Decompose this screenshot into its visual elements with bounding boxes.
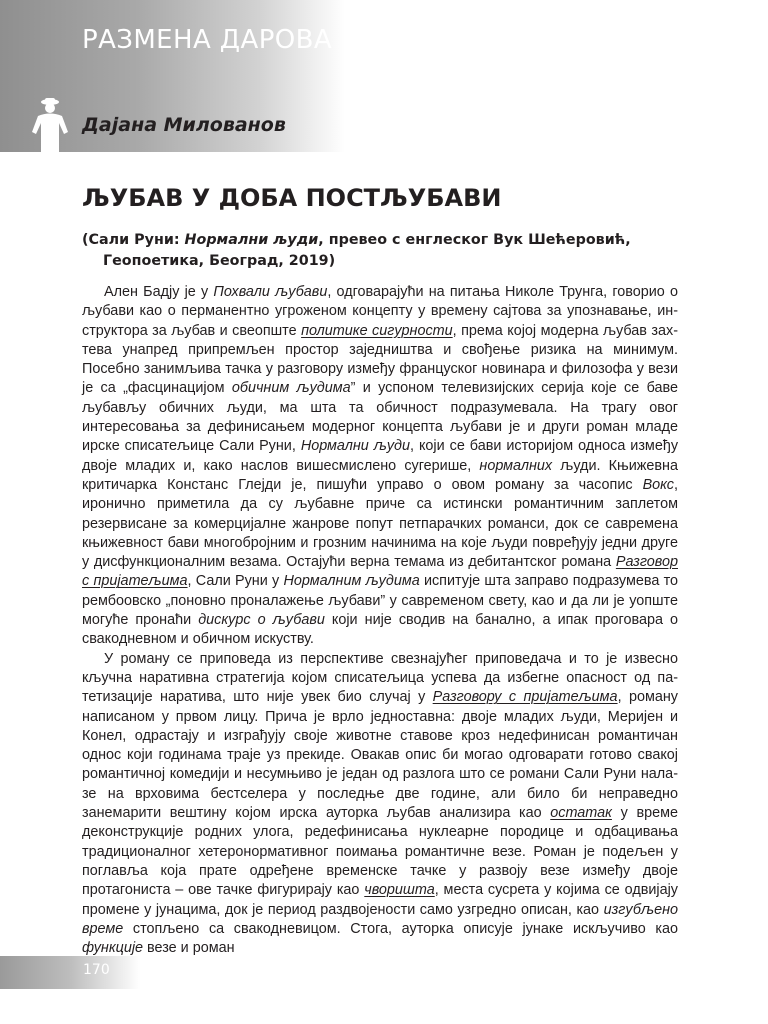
text-run: који није сводив на банално, а ипак проговара о свакодневном и обичном искуству. xyxy=(82,612,679,648)
text-run: Ален Бадју је у xyxy=(104,284,214,300)
text-run: , према којој модерна љубав захтева унапред припремљен простор заједништва и свођење ризика на минимум. Посебно занимљива тачка у разговору између француског новинара и филозофа у вези је са „фасцинацијом xyxy=(82,322,678,397)
italic-text: остатак xyxy=(550,805,612,822)
text-run: У роману се приповеда из перспективе свезнајућег приповедача и то је извесно кључна наративна стратегија којом списатељица успева да избегне опасност од патетизације наратива, што није увек био случај у xyxy=(82,650,678,706)
article-title: ЉУБАВ У ДОБА ПОСТЉУБАВИ xyxy=(82,184,502,212)
book-info-rest: , превео с енглеског Вук Шећеровић, Геопоетика, Београд, 2019) xyxy=(103,232,631,269)
footer-band xyxy=(0,956,140,989)
text-run: , који се бави историјом односа између двоје младих и, како наслов вишесмислено сугерише, xyxy=(82,438,679,474)
italic-text: Нормалним људима xyxy=(283,573,420,590)
italic-text: дискурс о љубави xyxy=(198,612,325,629)
italic-text: Вокс xyxy=(642,476,674,493)
italic-text: изгубљено време xyxy=(82,901,678,937)
italic-text: функције xyxy=(82,940,144,957)
italic-text: нормалних xyxy=(479,457,553,474)
text-run: , одговарајући на питања Николе Трунга, говорио о љубави као о перманентно угроженом концепту у времену сајтова за упознавање, инструктора за љубав и свеопште xyxy=(82,284,678,339)
article-body xyxy=(82,283,678,958)
text-run: испитује шта заправо подразумева то рембоовско „поновно проналажење љубави” у савременом свету, као и да ли је уопште могуће пронаћи xyxy=(82,573,679,629)
text-run: ” и успоном телевизијских серија које се баве љубављу обичних људи, ма шта та обичност подразумевала. На трагу овог интересовања за дефинисањем модерног концепта љубави је и други роман младе ирске списатељице Сали Руни, xyxy=(82,380,678,455)
section-title: РАЗМЕНА ДАРОВА xyxy=(82,25,333,55)
text-run: , Сали Руни у xyxy=(187,573,284,590)
page-number: 170 xyxy=(83,962,110,978)
paragraph-2 xyxy=(82,650,678,959)
text-run: у време деконструкције родних улога, редефинисања нуклеарне породице и одбацивања традиционалног хетеронормативног поимања романтичне везе. Роман је подељен у поглавља која прате одређене временске тачке у развоју везе између двоје протагониста – ове тачке фигурирају као xyxy=(82,805,678,899)
text-run: људи. Књижевна критичарка Констанс Глејди је, пишући управо о овом роману за часопис xyxy=(82,457,678,493)
italic-text: обичним људима xyxy=(231,380,351,397)
italic-text: Похвали љубави xyxy=(213,284,328,300)
book-title: Нормални људи xyxy=(184,232,319,248)
italic-text: чворишта xyxy=(364,882,435,899)
book-info xyxy=(82,230,701,272)
italic-text: Разговору с пријатељима xyxy=(432,689,618,706)
text-run: , иронично приметила да су љубавне приче са истински романтичним заплетом резервисане за комерцијалне жанрове попут петпарачких романси, док се савремена књижевност бави многобројним и грозним начинима на које људи повређују једни друге у дисфункционалним везама. Остајући верна темама из дебитантског романа xyxy=(82,476,678,571)
author-name: Дајана Милованов xyxy=(82,114,286,136)
text-run: , роману написаном у првом лицу. Прича је врло једноставна: двоје младих људи, Меријен и Конел, одрастају и изграђују своје животне ставове кроз недефинисан романтичан однос који годинама траје уз прекиде. Овакав опис би могао одговарати готово свакој романтичној комедији и несумњиво је један од разлога што се романи Сали Руни налазе на врховима бестселера у последње две године, али било би неправедно занемарити вештину којом ирска ауторка љубав анализира као xyxy=(82,689,678,822)
italic-text: политике сигурности xyxy=(301,322,453,339)
italic-text: Нормални људи xyxy=(300,438,411,455)
book-info-open: (Сали Руни: xyxy=(82,232,185,248)
text-run: , места сусрета у којима се одвијају промене у јунацима, док је период раздвојености само узгредно описан, као xyxy=(82,882,678,918)
paragraph-1 xyxy=(82,283,678,650)
text-run: везе и роман xyxy=(143,940,235,957)
person-silhouette-icon xyxy=(28,96,72,152)
text-run: стопљено са свакодневицом. Стога, ауторка описује јунаке искључиво као xyxy=(123,920,678,937)
italic-text: Разговор с пријатељима xyxy=(82,554,678,590)
